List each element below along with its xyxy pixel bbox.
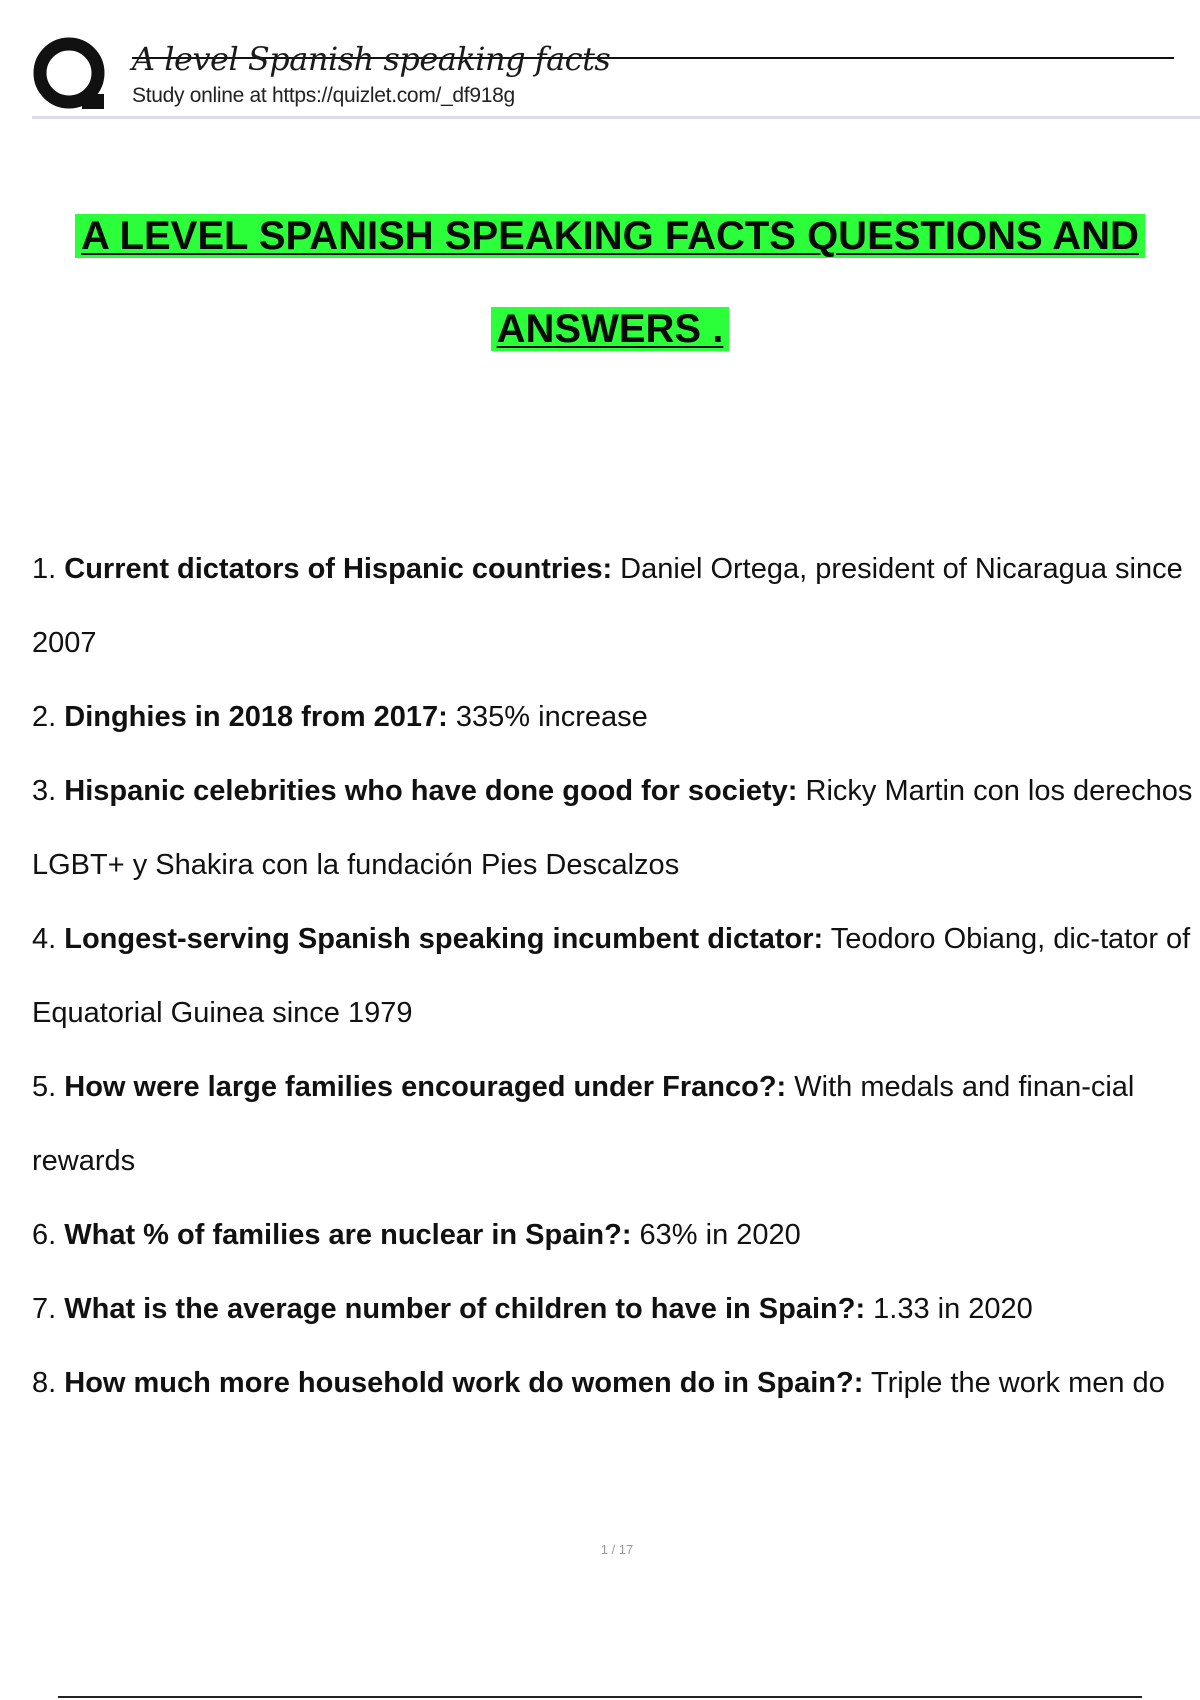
- list-item: [32, 1346, 1200, 1420]
- item-answer: With medals and finan-cial rewards: [32, 1071, 1135, 1177]
- list-item: [32, 532, 1200, 680]
- item-number: 6.: [32, 1219, 57, 1251]
- item-answer: Triple the work men do: [870, 1367, 1165, 1399]
- document-heading: [60, 190, 1160, 376]
- item-number: 2.: [32, 701, 57, 733]
- item-question: Longest-serving Spanish speaking incumbent dictator:: [64, 923, 824, 955]
- page-number: 1 / 17: [600, 1542, 634, 1557]
- item-answer: 335% increase: [455, 701, 648, 733]
- item-number: 1.: [32, 553, 57, 585]
- item-answer: Teodoro Obiang, dic-tator of Equatorial Guinea since 1979: [32, 923, 1191, 1029]
- item-question: What is the average number of children to have in Spain?:: [64, 1293, 866, 1325]
- item-question: Current dictators of Hispanic countries:: [64, 553, 613, 585]
- item-question: Hispanic celebrities who have done good for society:: [64, 775, 798, 807]
- list-item: [32, 1198, 1200, 1272]
- list-item: [32, 754, 1200, 902]
- item-question: Dinghies in 2018 from 2017:: [64, 701, 448, 733]
- heading-line-1: A LEVEL SPANISH SPEAKING FACTS QUESTIONS AND: [75, 214, 1145, 258]
- footer-divider: [58, 1696, 1142, 1698]
- item-answer: Ricky Martin con los derechos LGBT+ y Shakira con la fundación Pies Descalzos: [32, 775, 1193, 881]
- deck-title: A level Spanish speaking facts: [132, 40, 611, 78]
- list-item: [32, 1050, 1200, 1198]
- item-answer: 63% in 2020: [639, 1219, 801, 1251]
- list-item: [32, 902, 1200, 1050]
- item-number: 8.: [32, 1367, 57, 1399]
- item-answer: 1.33 in 2020: [873, 1293, 1033, 1325]
- item-question: What % of families are nuclear in Spain?:: [64, 1219, 632, 1251]
- quizlet-logo-icon: [32, 36, 112, 116]
- list-item: [32, 680, 1200, 754]
- item-number: 5.: [32, 1071, 57, 1103]
- item-question: How much more household work do women do in Spain?:: [64, 1367, 864, 1399]
- study-online-link[interactable]: Study online at https://quizlet.com/_df918g: [132, 84, 515, 107]
- heading-line-2: ANSWERS .: [491, 307, 730, 351]
- item-question: How were large families encouraged under Franco?:: [64, 1071, 787, 1103]
- item-number: 7.: [32, 1293, 57, 1325]
- header-divider: [32, 116, 1200, 119]
- page-header: [32, 36, 1200, 120]
- item-number: 4.: [32, 923, 57, 955]
- question-answer-list: [32, 532, 1200, 1420]
- item-number: 3.: [32, 775, 57, 807]
- list-item: [32, 1272, 1200, 1346]
- item-answer: Daniel Ortega, president of Nicaragua since 2007: [32, 553, 1183, 659]
